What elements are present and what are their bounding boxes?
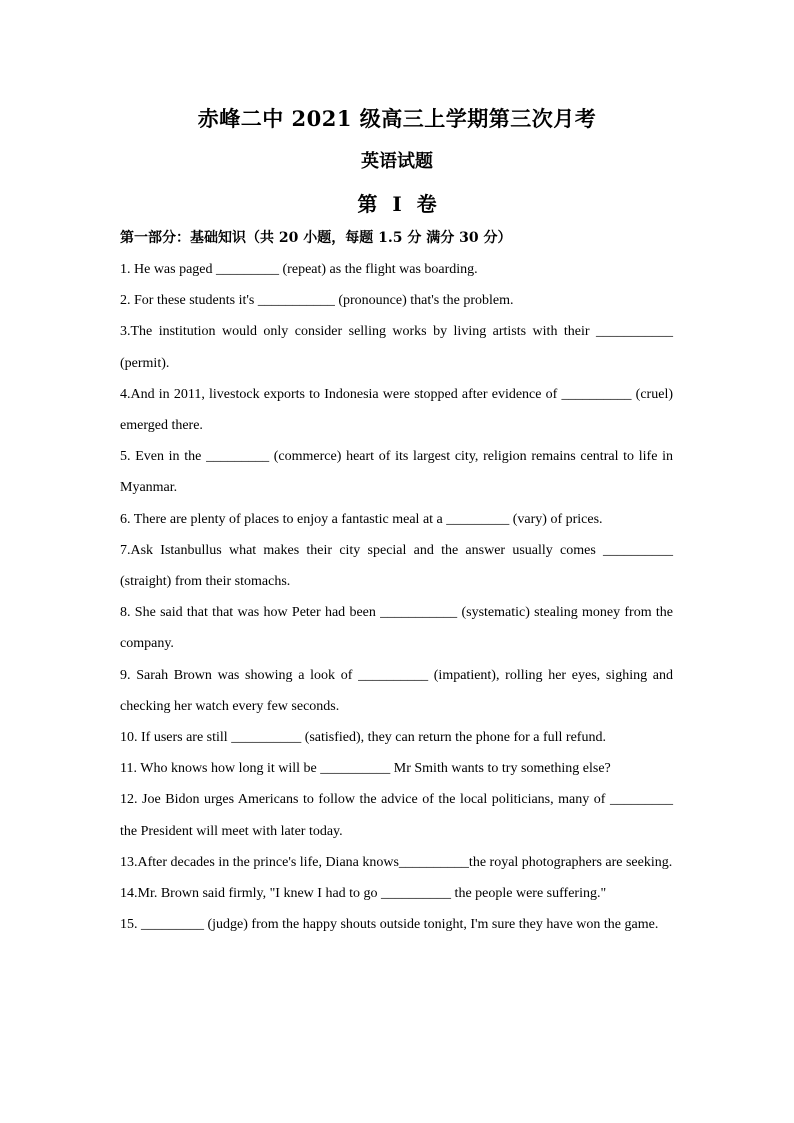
exam-subtitle: 英语试题 <box>361 151 433 172</box>
question-7: 7.Ask Istanbullus what makes their city special and the answer usually comes __________ (straight) from their stomachs. <box>120 542 673 590</box>
question-1: 1. He was paged _________ (repeat) as the flight was boarding. <box>120 262 478 277</box>
question-3: 3.The institution would only consider selling works by living artists with their ___________ (permit). <box>120 324 673 371</box>
question-2: 2. For these students it's ___________ (pronounce) that's the problem. <box>120 293 514 309</box>
volume-label: 第 Ⅰ 卷 <box>357 192 437 216</box>
question-13: 13.After decades in the prince's life, Diana knows__________the royal photographers are seeking. <box>120 854 673 870</box>
question-4: 4.And in 2011, livestock exports to Indonesia were stopped after evidence of __________ (cruel) emerged there. <box>120 386 673 434</box>
question-8: 8. She said that that was how Peter had been ___________ (systematic) stealing money from the company. <box>120 605 673 652</box>
question-9: 9. Sarah Brown was showing a look of __________ (impatient), rolling her eyes, sighing and checking her watch every few seconds. <box>120 667 673 714</box>
question-15: 15. _________ (judge) from the happy shouts outside tonight, I'm sure they have won the game. <box>120 917 659 933</box>
question-5: 5. Even in the _________ (commerce) heart of its largest city, religion remains central to life in Myanmar. <box>120 449 673 496</box>
question-12: 12. Joe Bidon urges Americans to follow the advice of the local politicians, many of _________ the President will meet with later today. <box>120 792 673 839</box>
question-11: 11. Who knows how long it will be __________ Mr Smith wants to try something else? <box>120 761 611 777</box>
section-heading: 第一部分：基础知识（共 20 小题，每题 1.5 分 满分 30 分） <box>120 230 512 246</box>
question-6: 6. There are plenty of places to enjoy a fantastic meal at a _________ (vary) of prices. <box>120 511 603 527</box>
question-list <box>120 254 673 940</box>
question-14: 14.Mr. Brown said firmly, "I knew I had to go __________ the people were suffering." <box>120 886 607 902</box>
exam-title: 赤峰二中 2021 级高三上学期第三次月考 <box>197 106 597 131</box>
question-10: 10. If users are still __________ (satisfied), they can return the phone for a full refund. <box>120 730 606 746</box>
